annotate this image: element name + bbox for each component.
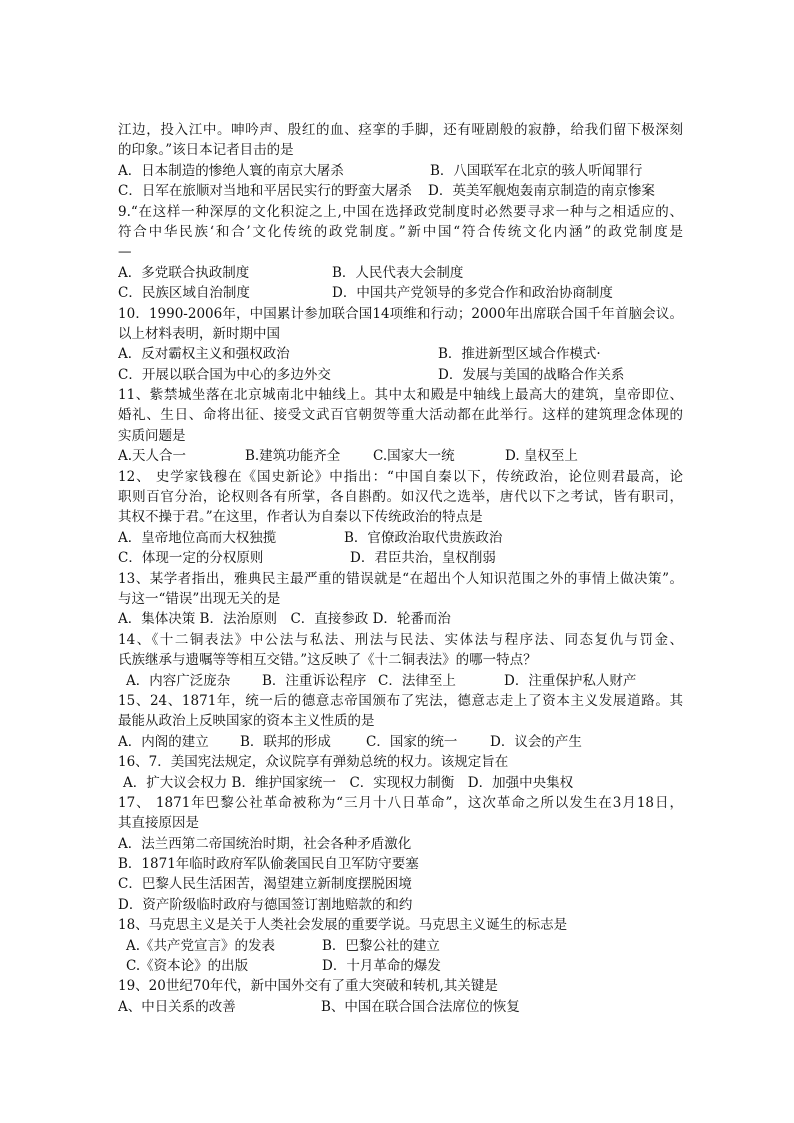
q9-option-a: A．多党联合执政制度 — [118, 264, 250, 281]
q15-options-row — [118, 732, 683, 752]
question-list — [118, 120, 683, 1017]
q9-options-row-1 — [118, 263, 683, 283]
q15-option-c: C．国家的统一 — [366, 733, 458, 750]
q14-option-a: A．内容广泛庞杂 — [126, 672, 231, 689]
q18-stem: 18、马克思主义是关于人类社会发展的重要学说。马克思主义诞生的标志是 — [118, 917, 568, 934]
q9-stem-line-1: 9.“在这样一种深厚的文化积淀之上,中国在选择政党制度时必然要寻求一种与之相适应的、 — [118, 203, 683, 220]
q9-option-d: D．中国共产党领导的多党合作和政治协商制度 — [332, 285, 613, 302]
q10-option-b: B．推进新型区域合作模式· — [438, 346, 601, 363]
q11-stem-line-2: 婚礼、生日、命将出征、接受文武百官朝贺等重大活动都在此举行。这样的建筑理念体现的 — [118, 407, 683, 424]
q11-option-a: A.天人合一 — [118, 448, 187, 465]
q18-options-row-2 — [118, 956, 683, 976]
q16-options: A．扩大议会权力 B．维护国家统一 C．实现权力制衡 D．加强中央集权 — [123, 774, 574, 791]
q15-stem-line-1: 15、24、1871年，统一后的德意志帝国颁布了宪法，德意志走上了资本主义发展道路。其 — [118, 692, 683, 709]
q18-option-a: A.《共产党宣言》的发表 — [126, 937, 276, 954]
q10-stem-line-1: 10．1990-2006年，中国累计参加联合国14项维和行动；2000年出席联合国千年首脑会议。 — [118, 305, 683, 322]
q9-stem-line-3: — — [118, 244, 132, 261]
q11-option-c: C.国家大一统 — [373, 448, 455, 465]
q12-option-c: C．体现一定的分权原则 — [118, 550, 264, 567]
q17-option-c: C．巴黎人民生活困苦，渴望建立新制度摆脱困境 — [118, 876, 412, 893]
q17-stem-line-1: 17、 1871年巴黎公社革命被称为“三月十八日革命”，这次革命之所以发生在3月18日， — [118, 794, 683, 811]
q11-option-d: D. 皇权至上 — [505, 448, 578, 465]
q16-stem: 16、7．美国宪法规定，众议院享有弹劾总统的权力。该规定旨在 — [118, 754, 509, 771]
q10-option-d: D．发展与美国的战略合作关系 — [438, 366, 625, 383]
q8-option-c: C．日军在旅顺对当地和平居民实行的野蛮大屠杀 — [118, 183, 412, 200]
q8-options-row-1 — [118, 161, 683, 181]
q12-options-row-1 — [118, 528, 683, 548]
q17-option-d: D．资产阶级临时政府与德国签订割地赔款的和约 — [118, 896, 413, 913]
q15-option-a: A．内阁的建立 — [118, 733, 209, 750]
q15-option-d: D．议会的产生 — [490, 733, 582, 750]
q18-option-c: C.《资本论》的出版 — [126, 958, 249, 975]
q10-options-row-1 — [118, 344, 683, 364]
q13-stem-line-2: 与这一“错误”出现无关的是 — [118, 590, 281, 607]
q14-option-b: B．注重诉讼程序 — [262, 672, 367, 689]
q12-stem-line-1: 12、 史学家钱穆在《国史新论》中指出：“中国自秦以下，传统政治，论位则君最高，论 — [118, 468, 683, 485]
q8-option-b: B．八国联军在北京的骇人听闻罪行 — [430, 162, 643, 179]
q11-options-row — [118, 446, 683, 466]
q15-option-b: B．联邦的形成 — [240, 733, 331, 750]
q11-stem-line-3: 实质问题是 — [118, 427, 186, 444]
q12-option-a: A．皇帝地位高而大权独揽 — [118, 529, 277, 546]
q13-options: A．集体决策 B．法治原则 C．直接参政 D．轮番而治 — [118, 611, 451, 628]
q10-options-row-2 — [118, 365, 683, 385]
q10-option-a: A．反对霸权主义和强权政治 — [118, 346, 290, 363]
q12-stem-line-3: 其权不操于君。”在这里，作者认为自秦以下传统政治的特点是 — [118, 509, 483, 526]
q14-options-row — [118, 671, 683, 691]
q12-stem-line-2: 职则百官分治，论权则各有所掌，各自斟酌。如汉代之选举，唐代以下之考试，皆有职司， — [118, 489, 683, 506]
q11-option-b: B.建筑功能齐全 — [245, 448, 341, 465]
q9-option-c: C．民族区域自治制度 — [118, 285, 250, 302]
q19-options-row — [118, 997, 683, 1017]
q13-stem-line-1: 13、某学者指出，雅典民主最严重的错误就是“在超出个人知识范围之外的事情上做决策”。 — [118, 570, 683, 587]
q8-stem-line-2: 的印象。”该日本记者目击的是 — [118, 142, 294, 159]
q9-options-row-2 — [118, 283, 683, 303]
q9-option-b: B．人民代表大会制度 — [332, 264, 464, 281]
q19-option-b: B、中国在联合国合法席位的恢复 — [321, 998, 520, 1015]
q15-stem-line-2: 最能从政治上反映国家的资本主义性质的是 — [118, 713, 375, 730]
q12-option-d: D．君臣共治，皇权削弱 — [350, 550, 496, 567]
q14-option-d: D．注重保护私人财产 — [504, 672, 637, 689]
q8-option-d: D．英美军舰炮轰南京制造的南京惨案 — [428, 183, 655, 200]
q8-option-a: A．日本制造的惨绝人寰的南京大屠杀 — [118, 162, 344, 179]
q14-stem-line-2: 氏族继承与遗嘱等等相互交错。”这反映了《十二铜表法》的哪一特点？ — [118, 652, 537, 669]
q14-option-c: C．法律至上 — [378, 672, 456, 689]
q11-stem-line-1: 11、紫禁城坐落在北京城南北中轴线上。其中太和殿是中轴线上最高大的建筑，皇帝即位、 — [118, 387, 683, 404]
q14-stem-line-1: 14、《十二铜表法》中公法与私法、刑法与民法、实体法与程序法、同态复仇与罚金、 — [118, 631, 683, 648]
q17-option-b: B．1871年临时政府军队偷袭国民自卫军防守要塞 — [118, 856, 419, 873]
q17-stem-line-2: 其直接原因是 — [118, 815, 199, 832]
q8-stem-line-1: 江边，投入江中。呻吟声、殷红的血、痉挛的手脚，还有哑剧般的寂静，给我们留下极深刻 — [118, 122, 683, 138]
q12-options-row-2 — [118, 548, 683, 568]
q12-option-b: B．官僚政治取代贵族政治 — [344, 529, 503, 546]
q18-option-d: D．十月革命的爆发 — [322, 958, 441, 975]
q18-options-row-1 — [118, 936, 683, 956]
q8-options-row-2 — [118, 181, 683, 201]
q19-option-a: A、中日关系的改善 — [118, 998, 236, 1015]
q10-option-c: C．开展以联合国为中心的多边外交 — [118, 366, 331, 383]
q19-stem: 19、20世纪70年代，新中国外交有了重大突破和转机,其关键是 — [118, 978, 498, 995]
q17-option-a: A．法兰西第二帝国统治时期，社会各种矛盾激化 — [118, 835, 412, 852]
q18-option-b: B．巴黎公社的建立 — [322, 937, 440, 954]
q10-stem-line-2: 以上材料表明，新时期中国 — [118, 325, 280, 342]
q9-stem-line-2: 符合中华民族‘和合’文化传统的政党制度。”新中国“符合传统文化内涵”的政党制度是 — [118, 223, 683, 240]
